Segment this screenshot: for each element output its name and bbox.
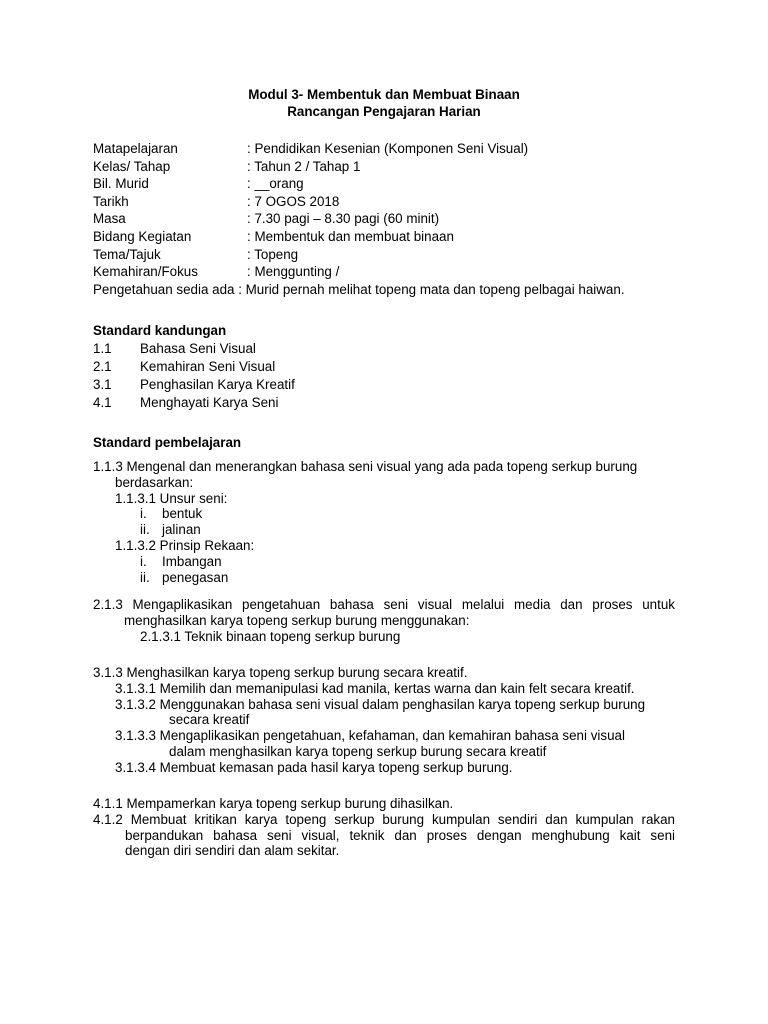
list-item xyxy=(93,553,675,569)
sub-standard: 3.1.3.1 Memilih dan memanipulasi kad manila, kertas warna dan kain felt secara kreatif. xyxy=(115,680,635,696)
learning-standard-3-1-3 xyxy=(93,664,675,775)
sub-standard: 3.1.3.2 Menggunakan bahasa seni visual dalam penghasilan karya topeng serkup burung xyxy=(115,696,646,712)
info-row xyxy=(93,193,693,211)
list-item xyxy=(93,376,295,394)
info-row xyxy=(93,263,693,281)
learning-standard-1-1-3 xyxy=(93,458,675,584)
standard-line: 3.1.3 Menghasilkan karya topeng serkup burung secara kreatif. xyxy=(93,665,468,680)
document-subtitle: Rancangan Pengajaran Harian xyxy=(287,104,481,119)
item-number: 4.1 xyxy=(93,395,112,410)
document-title: Modul 3- Membentuk dan Membuat Binaan xyxy=(248,87,520,102)
info-label: Kemahiran/Fokus xyxy=(93,264,198,280)
info-label: Matapelajaran xyxy=(93,141,178,156)
learning-standard-2-1-3 xyxy=(93,596,675,643)
item-text: Bahasa Seni Visual xyxy=(140,341,256,356)
standard-line: 1.1.3 Mengenal dan menerangkan bahasa seni visual yang ada pada topeng serkup burung xyxy=(93,459,638,474)
info-row xyxy=(93,246,693,264)
item-number: i. xyxy=(140,553,147,569)
info-value: : Topeng xyxy=(247,246,299,262)
standard-line: dalam menghasilkan karya topeng serkup burung secara kreatif xyxy=(169,743,547,759)
item-text: jalinan xyxy=(162,522,201,538)
item-number: ii. xyxy=(140,522,150,538)
lesson-info xyxy=(93,140,693,298)
info-label: Kelas/ Tahap xyxy=(93,158,171,174)
standard-line: berpandukan bahasa seni visual, teknik dan proses dengan menghubung kait seni xyxy=(125,827,675,843)
item-number: 2.1 xyxy=(93,359,112,374)
item-number: 3.1 xyxy=(93,377,112,392)
info-label: Tarikh xyxy=(93,193,129,209)
info-row xyxy=(93,281,693,299)
item-number: 1.1 xyxy=(93,341,112,356)
info-value: : 7.30 pagi – 8.30 pagi (60 minit) xyxy=(247,211,440,227)
sub-standard: 1.1.3.1 Unsur seni: xyxy=(115,490,228,506)
item-number: i. xyxy=(140,506,147,522)
standard-line: 2.1.3 Mengaplikasikan pengetahuan bahasa seni visual melalui media dan proses untuk xyxy=(93,597,675,612)
info-value: : Tahun 2 / Tahap 1 xyxy=(247,158,361,174)
list-item xyxy=(93,505,675,521)
prior-knowledge: Pengetahuan sedia ada : Murid pernah melihat topeng mata dan topeng pelbagai haiwan. xyxy=(93,281,625,297)
info-row xyxy=(93,210,693,228)
list-item xyxy=(93,358,295,376)
standard-line: menghasilkan karya topeng serkup burung menggunakan: xyxy=(124,612,470,628)
list-item xyxy=(93,569,675,585)
info-row xyxy=(93,175,693,193)
section-heading-pembelajaran: Standard pembelajaran xyxy=(93,435,242,450)
info-value: : Pendidikan Kesenian (Komponen Seni Visual) xyxy=(247,141,529,156)
item-text: Imbangan xyxy=(162,553,222,569)
info-label: Bil. Murid xyxy=(93,176,149,192)
standard-line: secara kreatif xyxy=(169,712,250,728)
info-label: Bidang Kegiatan xyxy=(93,228,192,244)
sub-standard: 3.1.3.4 Membuat kemasan pada hasil karya topeng serkup burung. xyxy=(115,759,513,775)
info-value: : Membentuk dan membuat binaan xyxy=(247,228,454,244)
item-text: penegasan xyxy=(162,569,229,585)
learning-standard-4-1 xyxy=(93,795,675,858)
list-item xyxy=(93,394,295,412)
section-heading-kandungan: Standard kandungan xyxy=(93,323,227,338)
standard-line: berdasarkan: xyxy=(115,474,194,490)
info-value: : Menggunting / xyxy=(247,264,340,280)
info-row xyxy=(93,158,693,176)
info-label: Masa xyxy=(93,211,126,227)
list-item xyxy=(93,521,675,537)
info-value: : __orang xyxy=(247,176,304,192)
standard-line: 4.1.1 Mempamerkan karya topeng serkup burung dihasilkan. xyxy=(93,796,454,811)
sub-standard: 2.1.3.1 Teknik binaan topeng serkup burung xyxy=(140,628,401,644)
item-text: Kemahiran Seni Visual xyxy=(140,359,276,374)
standard-kandungan-list xyxy=(93,340,295,412)
standard-line: dengan diri sendiri dan alam sekitar. xyxy=(125,843,340,859)
item-text: Penghasilan Karya Kreatif xyxy=(140,377,295,392)
info-row xyxy=(93,140,693,158)
item-text: Menghayati Karya Seni xyxy=(140,395,279,410)
standard-line: 4.1.2 Membuat kritikan karya topeng serkup burung kumpulan sendiri dan kumpulan rakan xyxy=(93,811,675,827)
item-number: ii. xyxy=(140,569,150,585)
item-text: bentuk xyxy=(162,506,203,522)
list-item xyxy=(93,340,295,358)
sub-standard: 3.1.3.3 Mengaplikasikan pengetahuan, kefahaman, dan kemahiran bahasa seni visual xyxy=(115,728,625,744)
info-row xyxy=(93,228,693,246)
info-value: : 7 OGOS 2018 xyxy=(247,193,340,209)
sub-standard: 1.1.3.2 Prinsip Rekaan: xyxy=(115,537,255,553)
info-label: Tema/Tajuk xyxy=(93,246,161,262)
